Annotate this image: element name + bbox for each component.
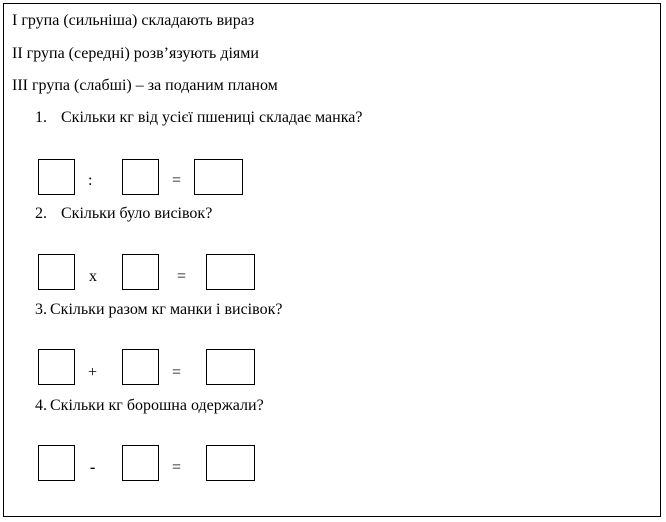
- answer-box-3a[interactable]: [38, 349, 75, 385]
- question-2-number: 2.: [35, 205, 47, 222]
- task-frame: [3, 3, 661, 517]
- answer-box-4a[interactable]: [38, 445, 75, 481]
- group-1-line: І група (сильніша) складають вираз: [12, 12, 255, 29]
- group-2-line: ІІ група (середні) розв’язують діями: [12, 45, 259, 62]
- answer-box-2a[interactable]: [38, 254, 75, 290]
- answer-box-3c[interactable]: [206, 349, 255, 385]
- answer-box-4c[interactable]: [206, 445, 255, 481]
- group-3-line: ІІІ група (слабші) – за поданим планом: [12, 77, 278, 94]
- question-1-number: 1.: [35, 109, 47, 126]
- operator-3: +: [88, 364, 98, 381]
- operator-1: :: [88, 172, 93, 189]
- answer-box-1c[interactable]: [194, 159, 243, 195]
- operator-4: -: [90, 459, 96, 476]
- equals-2: =: [177, 268, 187, 285]
- equals-1: =: [172, 172, 182, 189]
- question-3-number: 3.: [35, 301, 47, 318]
- answer-box-2c[interactable]: [206, 254, 255, 290]
- question-2-text: Скільки було висівок?: [61, 205, 213, 222]
- answer-box-4b[interactable]: [122, 445, 159, 481]
- question-4-text: Скільки кг борошна одержали?: [50, 397, 264, 414]
- answer-box-2b[interactable]: [122, 254, 159, 290]
- equals-3: =: [172, 364, 182, 381]
- answer-box-1b[interactable]: [122, 159, 159, 195]
- question-3-text: Скільки разом кг манки і висівок?: [50, 301, 283, 318]
- question-4-number: 4.: [35, 397, 47, 414]
- question-1-text: Скільки кг від усієї пшениці складає манка?: [61, 109, 363, 126]
- answer-box-1a[interactable]: [38, 159, 75, 195]
- answer-box-3b[interactable]: [122, 349, 159, 385]
- operator-2: x: [89, 268, 97, 285]
- equals-4: =: [172, 459, 182, 476]
